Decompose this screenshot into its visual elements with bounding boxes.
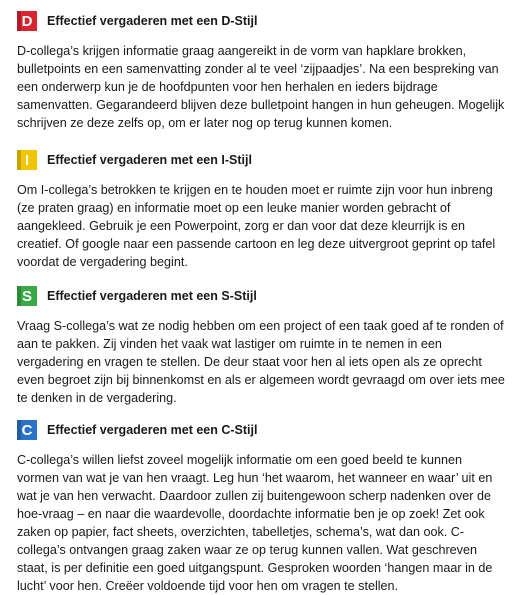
c-style-icon: C — [17, 420, 37, 440]
section-heading — [17, 283, 506, 309]
section-c-style — [17, 417, 506, 595]
d-style-icon: D — [17, 11, 37, 31]
section-i-style — [17, 147, 506, 271]
section-paragraph: C-collega’s willen liefst zoveel mogelijk informatie om een goed beeld te kunnen vormen van wat je van hen vraagt. Leg hun ‘het waarom, het wanneer en waar’ uit en wat je van hen verwacht. Daardoor zullen zij buitengewoon scherp nadenken over de hoe-vraag – en naar die waardevolle, doordachte informatie ben je op zoek! Zet ook zaken op papier, fact sheets, overzichten, tabelletjes, schema’s, wat dan ook. C-collega’s ontvangen graag zaken waar ze op terug kunnen vallen. Wat geschreven staat, is per definitie een goed uitgangspunt. Gesproken woorden ‘hangen maar in de lucht’ voor hen. Creëer voldoende tijd voor hen om vragen te stellen. — [17, 453, 493, 593]
section-s-style — [17, 283, 506, 407]
section-d-style — [17, 8, 506, 132]
section-heading — [17, 8, 506, 34]
section-paragraph: Vraag S-collega’s wat ze nodig hebben om een project of een taak goed af te ronden of aan te pakken. Zij vinden het vaak wat lastiger om ruimte in te nemen in een vergadering en vragen te stellen. De deur staat voor hen al iets open als ze oprecht even begroet zijn bij binnenkomst en als er algemeen wordt gevraagd om over iets mee te denken in de vergadering. — [17, 319, 505, 405]
s-style-icon: S — [17, 286, 37, 306]
section-paragraph: Om I-collega’s betrokken te krijgen en te houden moet er ruimte zijn voor hun inbreng (ze praten graag) en informatie moet op een leuke manier worden gebracht of aangekleed. Gebruik je een Powerpoint, zorg er dan voor dat deze kleurrijk is en creatief. Of google naar een passende cartoon en leg deze uitvergroot geprint op tafel voordat de vergadering begint. — [17, 183, 496, 269]
section-title: Effectief vergaderen met een C-Stijl — [47, 423, 258, 437]
i-style-icon: I — [17, 150, 37, 170]
section-title: Effectief vergaderen met een D-Stijl — [47, 14, 258, 28]
section-paragraph: D-collega’s krijgen informatie graag aangereikt in de vorm van hapklare brokken, bulletpoints en een samenvatting zonder al te veel ‘zijpaadjes’. Na een bespreking van een onderwerp kun je de hoofdpunten voor hen herhalen en ieders bijdrage samenvatten. Gegarandeerd blijven deze bulletpoint hangen in hun geheugen. Mogelijk schrijven ze deze zelfs op, om er later nog op terug kunnen komen. — [17, 44, 505, 130]
section-title: Effectief vergaderen met een S-Stijl — [47, 289, 257, 303]
section-heading — [17, 147, 506, 173]
section-heading — [17, 417, 506, 443]
section-title: Effectief vergaderen met een I-Stijl — [47, 153, 252, 167]
